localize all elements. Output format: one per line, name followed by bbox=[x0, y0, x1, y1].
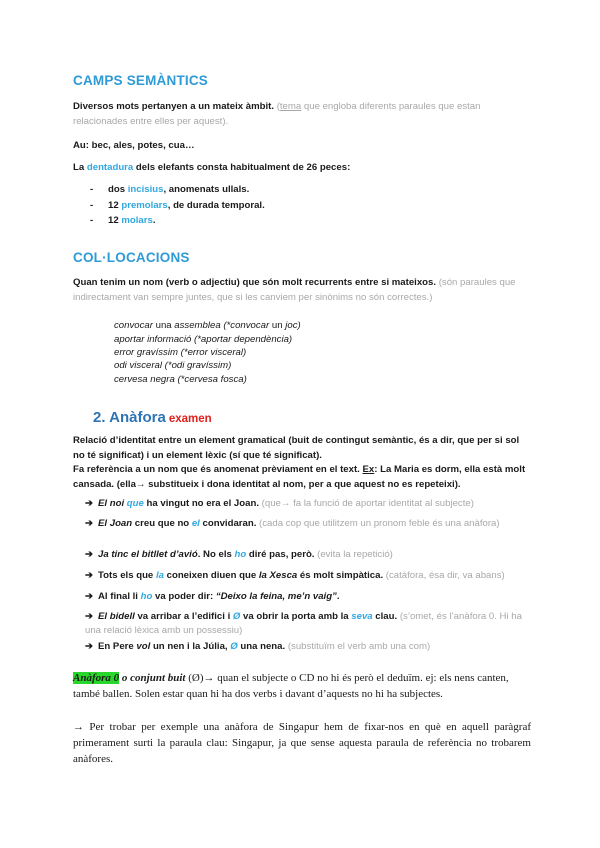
example-text: un nen i la Júlia, bbox=[150, 641, 231, 652]
note-text: (que→ fa la funció de aportar identitat al subjecte) bbox=[261, 498, 474, 509]
example-line: cervesa negra (*cervesa fosca) bbox=[114, 374, 247, 385]
anafora-example-item bbox=[85, 590, 531, 604]
dash: - bbox=[90, 215, 94, 226]
paragraph-camps-definition bbox=[73, 99, 531, 129]
example-text: diré pas, però. bbox=[246, 549, 318, 560]
example-text: ho bbox=[234, 549, 247, 560]
arrow-icon: ➔ bbox=[85, 498, 94, 509]
list-item: - 12 molars. bbox=[90, 215, 156, 226]
paragraph-dentadura bbox=[73, 160, 531, 175]
example-text: El noi bbox=[98, 498, 127, 509]
dash: - bbox=[90, 200, 94, 211]
example-text: . bbox=[336, 591, 340, 602]
example-text: és molt simpàtica. bbox=[297, 570, 386, 581]
note-text: (cada cop que utilitzem un pronom feble és una anàfora) bbox=[259, 518, 500, 529]
text: : La Maria es dorm, ella està molt cansada. (ella→ substitueix i dona identitat al nom, per a que aquest no es repeteixi). bbox=[73, 464, 526, 490]
paragraph-collocacions bbox=[73, 275, 531, 305]
arrow-icon: ➔ bbox=[85, 591, 94, 602]
arrow-icon: ➔ bbox=[85, 518, 94, 529]
example-text: una nena. bbox=[237, 641, 288, 652]
text: Relació d’identitat entre un element gramatical (buit de contingut semàntic, és a dir, que per si sol no té significat) i un element lèxic (sí que té significat). bbox=[73, 435, 520, 461]
au-words: bec, ales, potes, cua… bbox=[88, 140, 195, 151]
text: (Ø)→ quan el subjecte o CD no hi és però el deduïm. ej: els nens canten, també ballen. Solen estar quan hi ha dos verbs i davant d’aquests no hi ha subjectes. bbox=[73, 672, 509, 700]
example-text: Ja tinc el bitllet d’avió bbox=[98, 549, 198, 560]
example-text: Al final li bbox=[98, 591, 141, 602]
text: Fa referència a un nom que és anomenat prèviament en el text. bbox=[73, 464, 363, 475]
paragraph-anafora-definition bbox=[73, 433, 531, 463]
note-text: (substituïm el verb amb una com) bbox=[287, 641, 431, 652]
anafora-example-item bbox=[85, 517, 531, 531]
example-text: clau. bbox=[372, 611, 400, 622]
keyword: premolars bbox=[121, 200, 168, 211]
example-text: ha vingut no era el Joan. bbox=[143, 498, 262, 509]
example-text: creu que no bbox=[134, 518, 192, 529]
text: → Per trobar per exemple una anàfora de Singapur hem de fixar-nos en què en aquell paràgraf primerament surti la paraula clau: Singapur, ja que sense aquesta paraula de referència no trobarem anàfores. bbox=[73, 721, 531, 765]
text: La bbox=[73, 162, 87, 173]
dash: - bbox=[90, 184, 94, 195]
paragraph-anafora-example bbox=[73, 462, 531, 492]
keyword-dentadura: dentadura bbox=[86, 162, 134, 173]
example-text: va obrir la porta amb la bbox=[240, 611, 352, 622]
example-line: convocar una assemblea (*convocar un joc) bbox=[114, 320, 301, 331]
paragraph-singapur bbox=[73, 719, 531, 767]
text: dels elefants consta habitualment de 26 peces: bbox=[133, 162, 351, 173]
example-text: Tots els que bbox=[98, 570, 156, 581]
tema-word: tema bbox=[279, 101, 302, 112]
arrow-icon: ➔ bbox=[85, 570, 94, 581]
highlight-anafora-zero: Anàfora 0 bbox=[73, 672, 120, 684]
anafora-example-item bbox=[85, 548, 531, 562]
section-number: 2. bbox=[93, 409, 106, 426]
example-text: vol bbox=[136, 641, 151, 652]
list-item: - 12 premolars, de durada temporal. bbox=[90, 200, 265, 211]
anafora-example-item bbox=[85, 640, 531, 654]
paragraph-au bbox=[73, 138, 531, 153]
example-text: Ø bbox=[232, 611, 241, 622]
note-text: (catàfora, ésa dir, va abans) bbox=[385, 570, 505, 581]
definition-text: Diversos mots pertanyen a un mateix àmbit. bbox=[73, 101, 275, 112]
example-text: que bbox=[126, 498, 144, 509]
example-text: En Pere bbox=[98, 641, 137, 652]
list-item: - dos incisius, anomenats ullals. bbox=[90, 184, 250, 195]
example-text: va poder dir: bbox=[152, 591, 216, 602]
arrow-icon: ➔ bbox=[85, 611, 94, 622]
example-line: odi visceral (*odi gravíssim) bbox=[114, 360, 232, 371]
au-label: Au: bbox=[73, 140, 89, 151]
paragraph-anafora-zero bbox=[73, 670, 531, 702]
exam-tag: examen bbox=[168, 413, 212, 425]
definition-note: (són paraules que indirectament van sempre juntes, que si les canviem per sinònims no són correctes.) bbox=[73, 277, 516, 303]
section-title: Anàfora bbox=[109, 409, 166, 426]
example-text: Ø bbox=[230, 641, 238, 652]
example-text: El Joan bbox=[98, 518, 135, 529]
note-text: (s’omet, és l’anàfora 0. Hi ha una relació lèxica amb un possessiu) bbox=[85, 611, 522, 636]
ex-label: Ex bbox=[362, 464, 375, 475]
example-text: coneixen diuen que bbox=[163, 570, 259, 581]
example-text: la Xesca bbox=[258, 570, 298, 581]
note-rest: que engloba diferents paraules que estan relacionades entre elles per aquest). bbox=[73, 101, 481, 127]
example-line: aportar informació (*aportar dependència) bbox=[114, 334, 293, 345]
example-text: . No els bbox=[197, 549, 235, 560]
text: o conjunt buit bbox=[119, 672, 186, 684]
anafora-example-item bbox=[85, 610, 531, 638]
heading-collocacions: COL·LOCACIONS bbox=[73, 250, 190, 265]
example-text: la bbox=[155, 570, 164, 581]
heading-anafora bbox=[93, 409, 212, 426]
definition-text: Quan tenim un nom (verb o adjectiu) que són molt recurrents entre si mateixos. bbox=[73, 277, 437, 288]
example-text: ho bbox=[140, 591, 153, 602]
paren: ( bbox=[276, 101, 280, 112]
note-text: (evita la repetició) bbox=[317, 549, 393, 560]
example-text: seva bbox=[351, 611, 373, 622]
example-text: convidaran. bbox=[199, 518, 260, 529]
example-text: El bidell bbox=[98, 611, 135, 622]
keyword: molars bbox=[121, 215, 153, 226]
example-text: va arribar a l’edifici i bbox=[134, 611, 233, 622]
example-text: el bbox=[191, 518, 200, 529]
anafora-example-item bbox=[85, 569, 531, 583]
arrow-icon: ➔ bbox=[85, 549, 94, 560]
anafora-example-item bbox=[85, 497, 531, 511]
heading-camps-semantics: CAMPS SEMÀNTICS bbox=[73, 73, 209, 88]
example-text: “Deixo la feina, me’n vaig” bbox=[215, 591, 337, 602]
keyword: incisius bbox=[127, 184, 164, 195]
arrow-icon: ➔ bbox=[85, 641, 94, 652]
example-line: error gravíssim (*error visceral) bbox=[114, 347, 247, 358]
